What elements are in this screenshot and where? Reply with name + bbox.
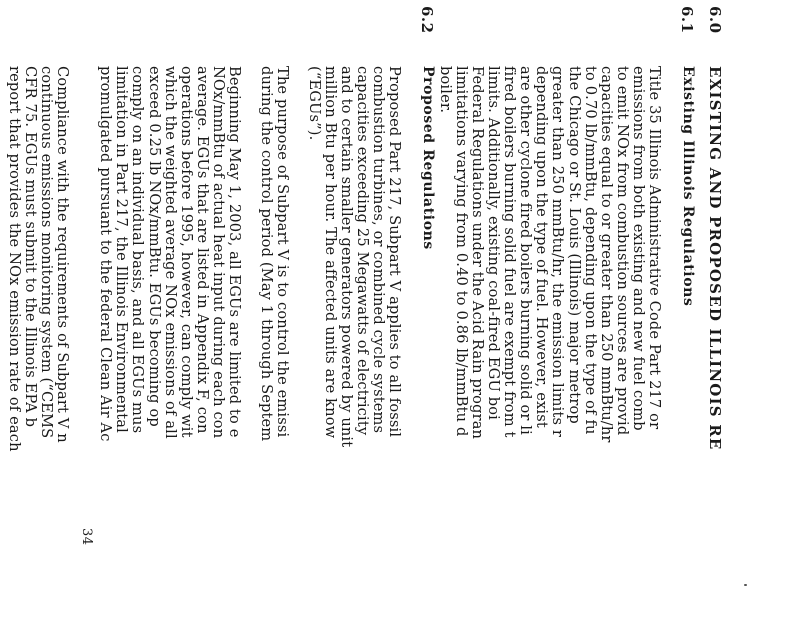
text-line: limitation in Part 217, the Illinois Environmental	[113, 66, 131, 433]
existing-regulations-paragraph	[437, 66, 662, 443]
section-number-6-1: 6.1	[678, 6, 696, 34]
text-line: during the control period (May 1 through Septem	[257, 66, 275, 442]
text-line: Beginning May 1, 2003, all EGUs are limited to e	[226, 66, 243, 438]
text-line: greater than 250 mmBtu/hr, the emission limits r	[549, 66, 567, 438]
text-line: NOx/mmBtu of actual heat input during each con	[209, 66, 227, 439]
page-number: 34	[79, 528, 94, 546]
text-line: comply on an individual basis, and all EGUs mus	[129, 66, 147, 434]
text-line: capacities equal to or greater than 250 mmBtu/hr	[597, 66, 615, 443]
text-line: Proposed Part 217, Subpart V applies to all fossil	[386, 66, 403, 438]
text-line: to 0.70 lb/mmBtu, depending upon the type of fu	[581, 66, 599, 435]
text-line: exceed 0.25 lb NOx/mmBtu. EGUs becoming op	[145, 66, 163, 427]
text-line: Title 35 Illinois Administrative Code Part 217 or	[646, 66, 663, 430]
text-line: to emit NOx from combustion sources are provid	[613, 66, 631, 436]
text-line: limitations varying from 0.40 to 0.86 lb/mmBtu d	[452, 66, 470, 437]
text-line: The purpose of Subpart V is to control the emissi	[274, 66, 291, 438]
text-line: boiler.	[436, 66, 454, 114]
text-line: average. EGUs that are listed in Appendix F, con	[193, 66, 211, 434]
text-line: report that provides the NOx emission rate of each	[5, 66, 23, 452]
text-line: CFR 75. EGUs must submit to the Illinois EPA b	[21, 66, 39, 428]
section-number-6-0: 6.0	[706, 6, 724, 34]
subsection-title-existing: Existing Illinois Regulations	[680, 66, 696, 307]
applicability-paragraph	[305, 66, 402, 447]
text-line: are other cyclone fired boilers burning solid or li	[517, 66, 535, 435]
text-line: million Btu per hour. The affected units are know	[321, 66, 339, 439]
text-line: depending upon the type of fuel. However, exist	[533, 66, 551, 428]
text-line: operations before 1995, however, can comply wit	[177, 66, 195, 438]
limits-paragraph	[97, 66, 242, 442]
text-line: capacities exceeding 25 Megawatts of electricity	[353, 66, 371, 436]
text-line: continuous emissions monitoring system (“CEMS	[37, 66, 55, 439]
purpose-paragraph	[258, 66, 290, 441]
document-page	[5, 6, 724, 612]
text-line: and to certain smaller generators powered by unit	[337, 66, 355, 448]
text-line: the Chicago or St. Louis (Illinois) major metrop	[565, 66, 583, 424]
text-line: combustion turbines, or combined cycle systems	[369, 66, 387, 434]
text-line: promulgated pursuant to the federal Clean Air Ac	[97, 66, 115, 442]
text-line: (“EGUs”).	[305, 66, 323, 141]
compliance-paragraph	[6, 66, 70, 452]
text-line: which the weighted average NOx emissions of all	[161, 66, 179, 439]
text-line: Compliance with the requirements of Subpart V n	[54, 66, 71, 443]
scan-speck	[744, 584, 747, 586]
text-line: fired boilers burning solid fuel are exempt from t	[501, 66, 519, 438]
section-heading: EXISTING AND PROPOSED ILLINOIS RE	[706, 66, 724, 451]
subsection-title-proposed: Proposed Regulations	[420, 66, 436, 250]
text-line: emissions from both existing and new fuel comb	[629, 66, 647, 431]
text-line: Federal Regulations under the Acid Rain progran	[468, 66, 486, 440]
text-line: limits. Additionally, existing coal-fired EGU boi	[485, 66, 503, 420]
section-number-6-2: 6.2	[418, 6, 436, 34]
